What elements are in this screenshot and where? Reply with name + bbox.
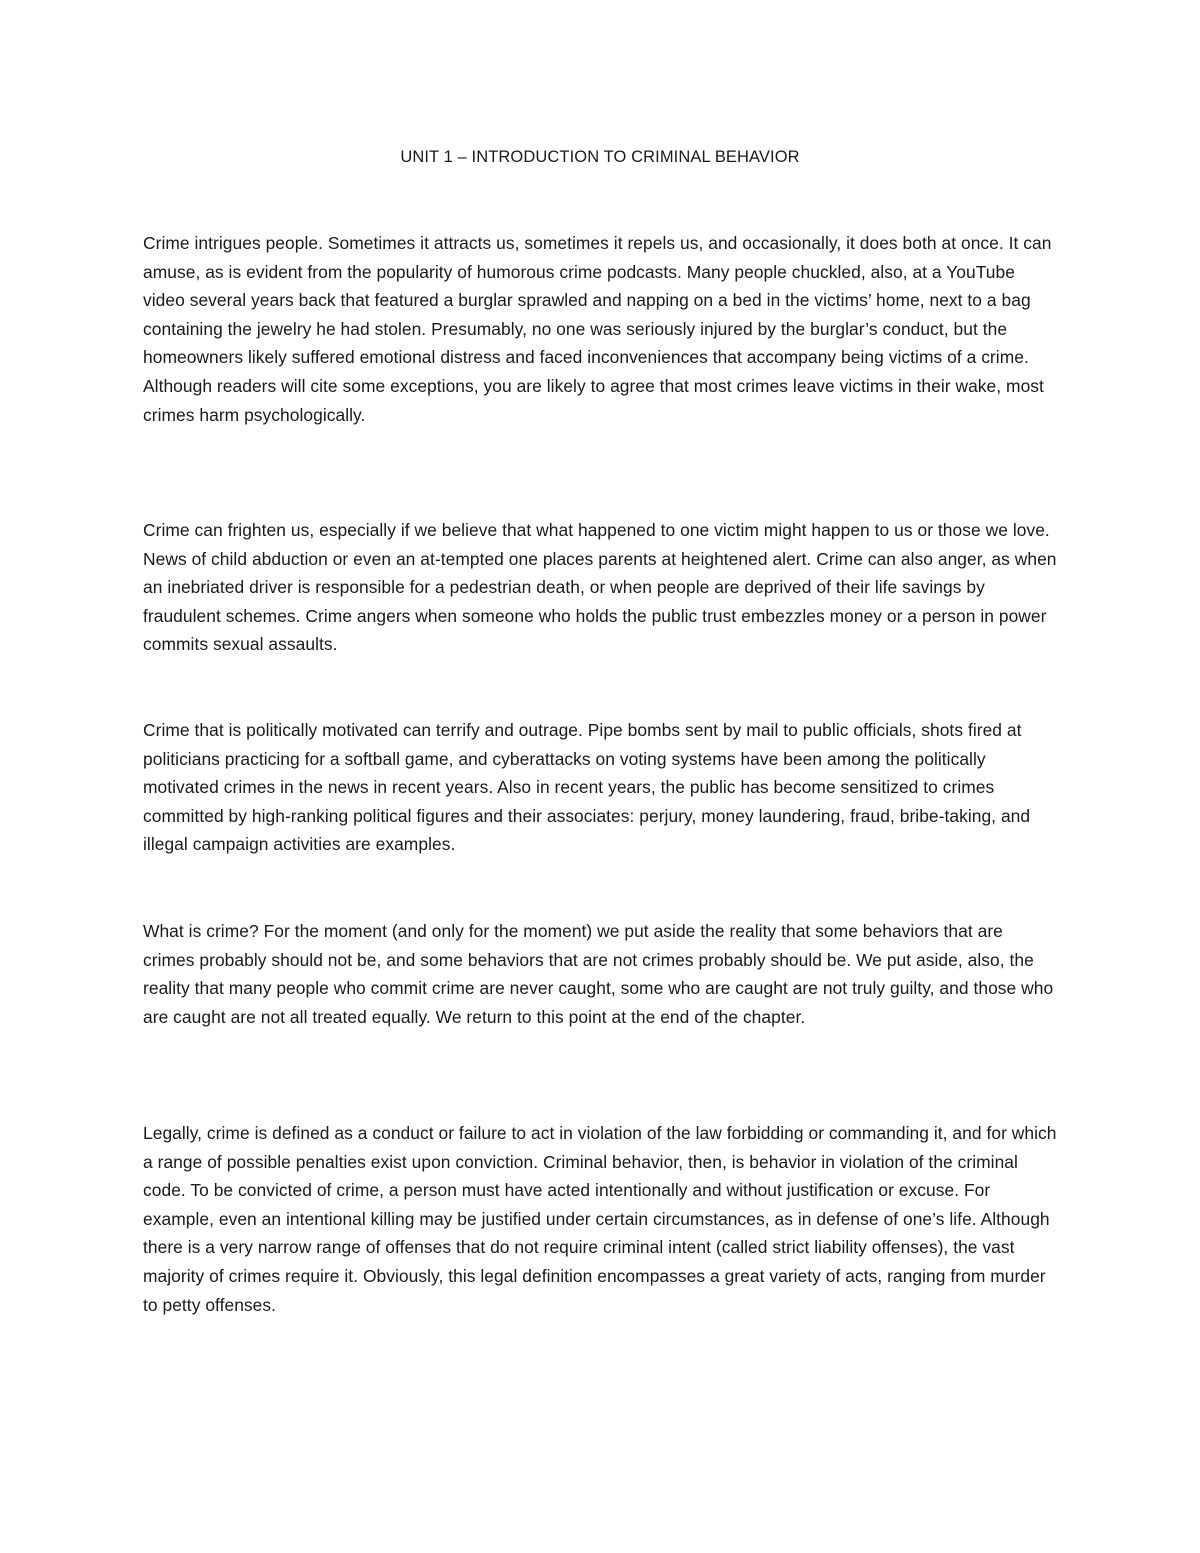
paragraph-what-is-crime: What is crime? For the moment (and only for the moment) we put aside the reality that some behaviors that are crimes probably should not be, and some behaviors that are not crimes probably should be. We put aside, also, the reality that many people who commit crime are never caught, some who are caught are not truly guilty, and those who are caught are not all treated equally. We return to this point at the end of the chapter. (143, 921, 1054, 1027)
paragraph-legal-definition: Legally, crime is defined as a conduct or failure to act in violation of the law forbidding or commanding it, and for which a range of possible penalties exist upon conviction. Criminal behavior, then, is behavior in violation of the criminal code. To be convicted of crime, a person must have acted intentionally and without justification or excuse. For example, even an intentional killing may be justified under certain circumstances, as in defense of one’s life. Although there is a very narrow range of offenses that do not require criminal intent (called strict liability offenses), the vast majority of crimes require it. Obviously, this legal definition encompasses a great variety of acts, ranging from murder to petty offenses. (143, 1123, 1057, 1315)
page-title: UNIT 1 – INTRODUCTION TO CRIMINAL BEHAVIOR (400, 148, 800, 166)
paragraph-crime-frightens: Crime can frighten us, especially if we believe that what happened to one victim might happen to us or those we love. News of child abduction or even an at-tempted one places parents at heightened alert. Crime can also anger, as when an inebriated driver is responsible for a pedestrian death, or when people are deprived of their life savings by fraudulent schemes. Crime angers when someone who holds the public trust embezzles money or a person in power commits sexual assaults. (143, 520, 1057, 655)
paragraph-crime-intrigues: Crime intrigues people. Sometimes it attracts us, sometimes it repels us, and occasionally, it does both at once. It can amuse, as is evident from the popularity of humorous crime podcasts. Many people chuckled, also, at a YouTube video several years back that featured a burglar sprawled and napping on a bed in the victims’ home, next to a bag containing the jewelry he had stolen. Presumably, no one was seriously injured by the burglar’s conduct, but the homeowners likely suffered emotional distress and faced inconveniences that accompany being victims of a crime. Although readers will cite some exceptions, you are likely to agree that most crimes leave victims in their wake, most crimes harm psychologically. (143, 233, 1052, 425)
paragraph-political-crime: Crime that is politically motivated can terrify and outrage. Pipe bombs sent by mail to public officials, shots fired at politicians practicing for a softball game, and cyberattacks on voting systems have been among the politically motivated crimes in the news in recent years. Also in recent years, the public has become sensitized to crimes committed by high-ranking political figures and their associates: perjury, money laundering, fraud, bribe-taking, and illegal campaign activities are examples. (143, 720, 1031, 855)
